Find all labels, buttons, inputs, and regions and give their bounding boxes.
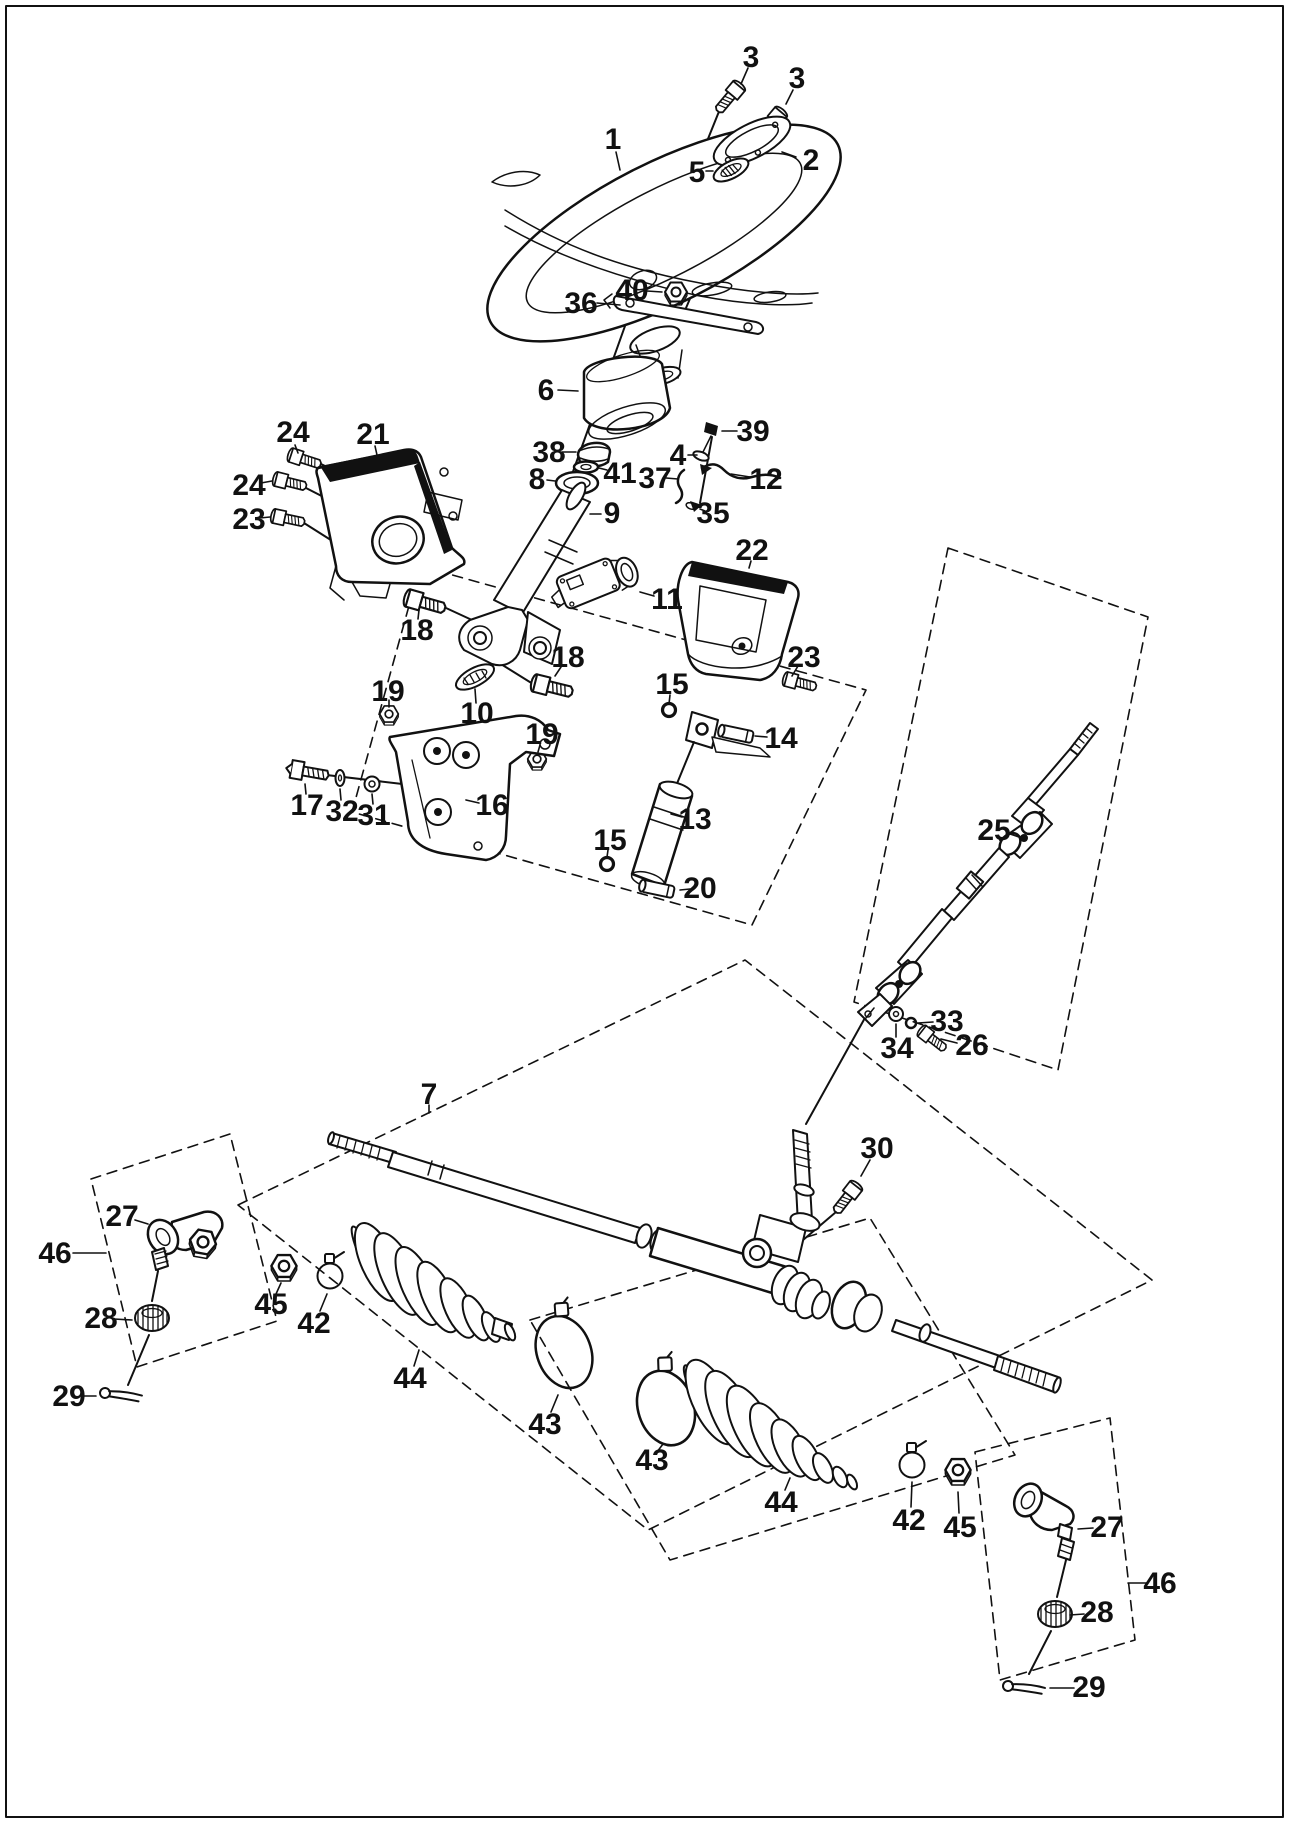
callout-25-35: 25 xyxy=(977,814,1011,847)
callout-22-21: 22 xyxy=(735,534,769,567)
part-cone-6 xyxy=(583,344,670,447)
callout-15-36: 15 xyxy=(593,824,627,857)
axis-lines xyxy=(128,104,1066,1674)
callout-29-49: 29 xyxy=(52,1380,86,1413)
part-shroud-22 xyxy=(678,562,799,680)
part-nut-19a xyxy=(380,706,399,725)
part-rack-assembly xyxy=(327,1130,1062,1394)
part-washer-34 xyxy=(889,1007,903,1021)
callout-36-6: 36 xyxy=(564,287,598,320)
callout-20-37: 20 xyxy=(683,872,717,905)
callout-29-58: 29 xyxy=(1072,1671,1106,1704)
part-washer-31 xyxy=(365,777,380,792)
callout-35-16: 35 xyxy=(696,497,730,530)
callout-13-30: 13 xyxy=(678,803,712,836)
callout-46-44: 46 xyxy=(38,1237,72,1270)
part-nut-45-right xyxy=(945,1459,970,1485)
callout-44-52: 44 xyxy=(764,1486,798,1519)
callout-9-15: 9 xyxy=(603,497,621,530)
leader-line-8-10 xyxy=(547,480,555,481)
dashed-group-boxes xyxy=(91,548,1152,1680)
callout-28-46: 28 xyxy=(84,1302,118,1335)
callout-32-33: 32 xyxy=(325,795,359,828)
callout-31-34: 31 xyxy=(357,799,391,832)
leader-line-6-7 xyxy=(558,390,578,391)
part-tierod-27-left xyxy=(142,1212,222,1270)
part-bellows-44-right xyxy=(675,1352,859,1491)
callout-37-13: 37 xyxy=(638,462,672,495)
callout-42-47: 42 xyxy=(297,1307,331,1340)
part-washer-32 xyxy=(336,770,345,786)
callout-27-55: 27 xyxy=(1090,1511,1124,1544)
part-nut-28-left xyxy=(135,1305,169,1331)
part-screw-23a xyxy=(270,508,306,529)
callout-34-39: 34 xyxy=(880,1032,914,1065)
callout-23-20: 23 xyxy=(232,503,266,536)
callout-15-25: 15 xyxy=(655,668,689,701)
callout-19-59: 19 xyxy=(525,718,559,751)
callout-46-56: 46 xyxy=(1143,1567,1177,1600)
part-cotter-29-left xyxy=(100,1388,143,1402)
callout-44-48: 44 xyxy=(393,1362,427,1395)
callout-33-38: 33 xyxy=(930,1005,964,1038)
callout-23-24: 23 xyxy=(787,641,821,674)
part-screw-24a xyxy=(286,447,323,471)
part-bolt-17 xyxy=(285,759,330,784)
part-nut-45-left xyxy=(271,1255,296,1281)
part-tierod-27-right xyxy=(1009,1479,1074,1560)
callout-3-0: 3 xyxy=(742,41,760,74)
callout-41-9: 41 xyxy=(603,457,637,490)
callout-21-18: 21 xyxy=(356,418,390,451)
callout-40-5: 40 xyxy=(615,274,649,307)
part-nut-40 xyxy=(665,283,687,306)
part-nut-28-right xyxy=(1038,1601,1072,1627)
callout-28-57: 28 xyxy=(1080,1596,1114,1629)
callout-11-22: 11 xyxy=(651,583,683,616)
part-clamp-42-right xyxy=(900,1441,927,1478)
callout-43-50: 43 xyxy=(528,1408,562,1441)
callout-45-45: 45 xyxy=(254,1288,288,1321)
callout-27-43: 27 xyxy=(105,1200,139,1233)
callout-10-28: 10 xyxy=(460,697,494,730)
callout-45-54: 45 xyxy=(943,1511,977,1544)
leader-line-40-5 xyxy=(647,291,662,292)
callout-43-51: 43 xyxy=(635,1444,669,1477)
part-shroud-21 xyxy=(317,449,465,600)
part-screw-23b xyxy=(781,671,818,694)
callout-18-23: 18 xyxy=(400,614,434,647)
callout-3-1: 3 xyxy=(788,62,806,95)
callout-24-19: 24 xyxy=(232,469,266,502)
part-shaft-25 xyxy=(858,723,1098,1026)
part-bolt-18b xyxy=(529,673,574,700)
callout-6-7: 6 xyxy=(537,374,555,407)
callout-17-32: 17 xyxy=(290,789,324,822)
part-bolt-18a xyxy=(402,588,447,617)
callout-26-40: 26 xyxy=(955,1029,989,1062)
part-pin-20 xyxy=(638,879,675,898)
callout-5-4: 5 xyxy=(688,156,706,189)
callout-8-10: 8 xyxy=(528,463,546,496)
callout-1-2: 1 xyxy=(604,123,622,156)
callout-42-53: 42 xyxy=(892,1504,926,1537)
leader-line-45-54 xyxy=(958,1492,959,1513)
callout-30-42: 30 xyxy=(860,1132,894,1165)
part-screw-24b xyxy=(271,471,307,493)
part-bellows-44-left xyxy=(345,1217,517,1345)
callout-38-8: 38 xyxy=(532,436,566,469)
callout-16-31: 16 xyxy=(475,789,509,822)
callout-19-27: 19 xyxy=(371,675,405,708)
part-clamp-43a xyxy=(522,1296,602,1396)
callout-18-26: 18 xyxy=(551,641,585,674)
part-oring-15a xyxy=(663,704,676,717)
callout-24-17: 24 xyxy=(276,416,310,449)
callout-14-29: 14 xyxy=(764,722,798,755)
callout-39-12: 39 xyxy=(736,415,770,448)
callout-7-41: 7 xyxy=(420,1078,438,1111)
part-wire-37 xyxy=(676,470,684,503)
part-spacer-4 xyxy=(692,450,710,463)
callout-4-11: 4 xyxy=(669,439,687,472)
part-bolt-30 xyxy=(830,1179,864,1217)
part-cotter-29-right xyxy=(1003,1681,1046,1694)
callout-12-14: 12 xyxy=(749,463,783,496)
callout-2-3: 2 xyxy=(802,144,820,177)
part-oring-15b xyxy=(601,858,614,871)
